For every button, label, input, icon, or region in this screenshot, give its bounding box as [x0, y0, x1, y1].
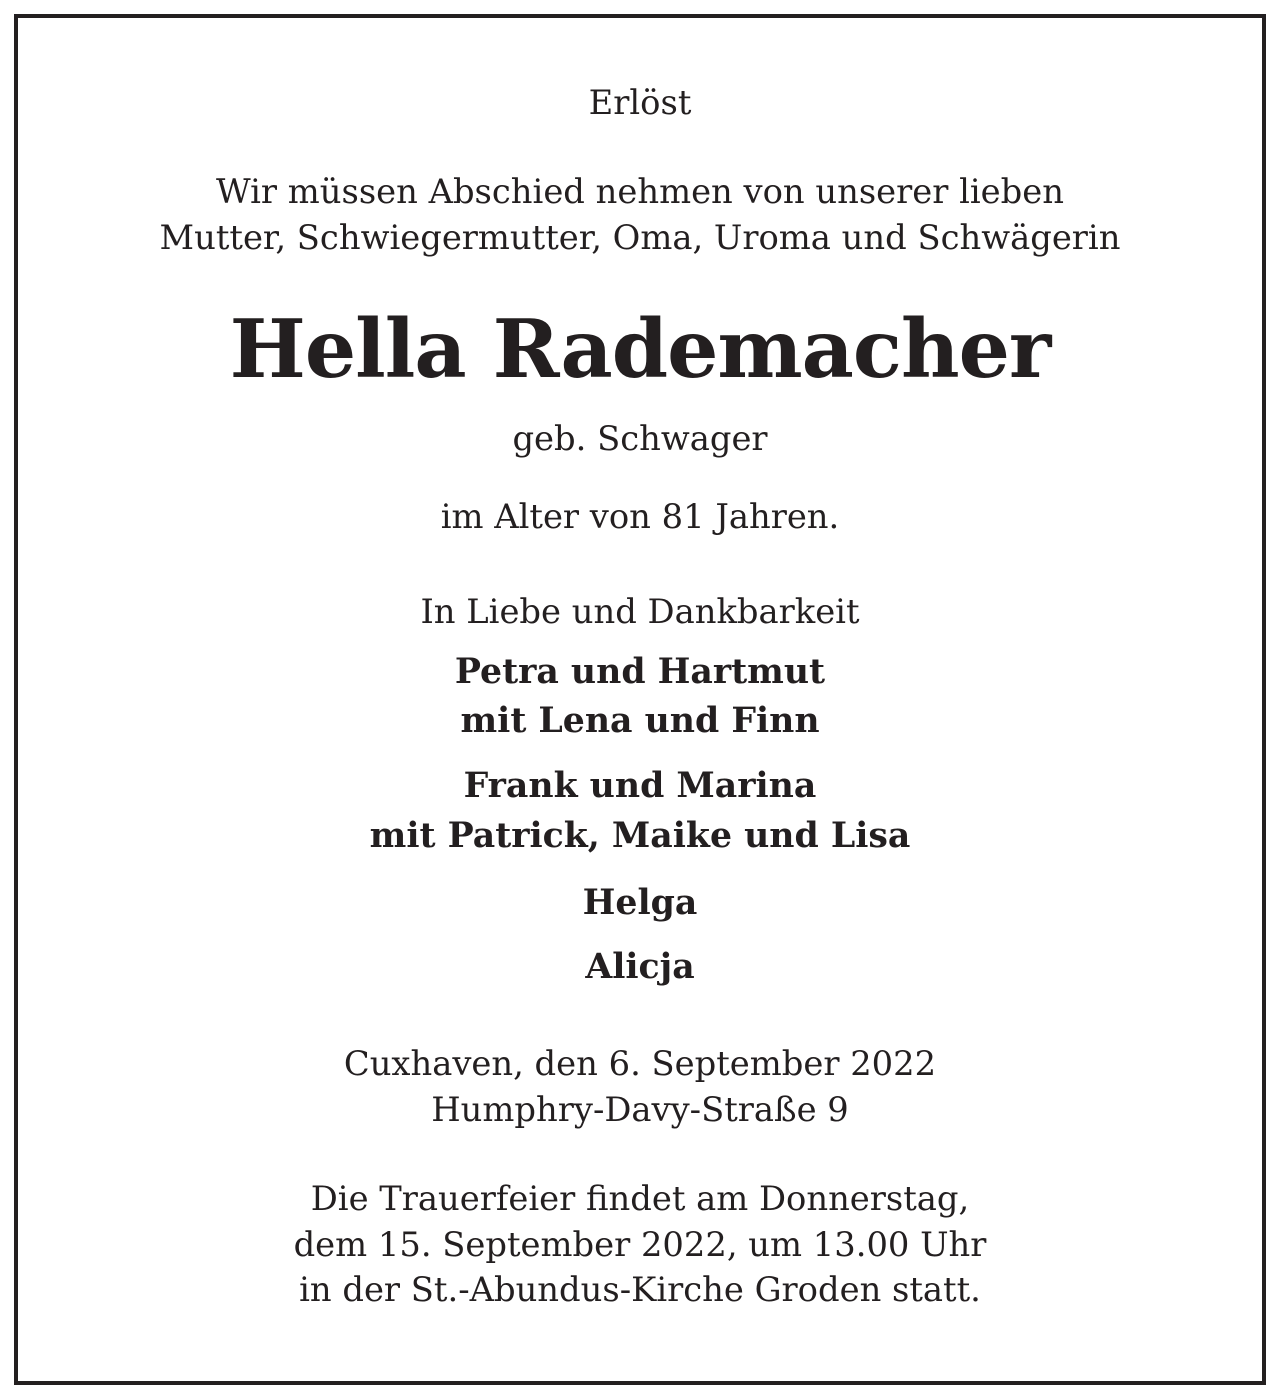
- address: Humphry-Davy-Straße 9: [431, 1090, 849, 1129]
- funeral-info-line: dem 15. September 2022, um 13.00 Uhr: [293, 1225, 987, 1264]
- intro-line-2: Mutter, Schwiegermutter, Oma, Uroma und Schwägerin: [159, 218, 1121, 257]
- mourner-line: Helga: [582, 882, 698, 923]
- maiden-name: geb. Schwager: [512, 419, 768, 458]
- mourner-line: Frank und Marina: [463, 765, 817, 806]
- place-date: Cuxhaven, den 6. September 2022: [343, 1044, 937, 1083]
- mourner-line: Petra und Hartmut: [454, 651, 826, 692]
- closing-line: In Liebe und Dankbarkeit: [420, 592, 860, 631]
- mourner-line: mit Lena und Finn: [460, 700, 820, 741]
- funeral-info-line: Die Trauerfeier findet am Donnerstag,: [310, 1179, 970, 1218]
- funeral-info-line: in der St.-Abundus-Kirche Groden statt.: [299, 1270, 981, 1309]
- mourner-line: Alicja: [585, 946, 695, 987]
- age-line: im Alter von 81 Jahren.: [440, 497, 840, 536]
- deceased-name: Hella Rademacher: [229, 302, 1051, 397]
- header-text: Erlöst: [588, 83, 692, 122]
- mourner-line: mit Patrick, Maike und Lisa: [369, 815, 911, 856]
- intro-line-1: Wir müssen Abschied nehmen von unserer lieben: [216, 172, 1064, 211]
